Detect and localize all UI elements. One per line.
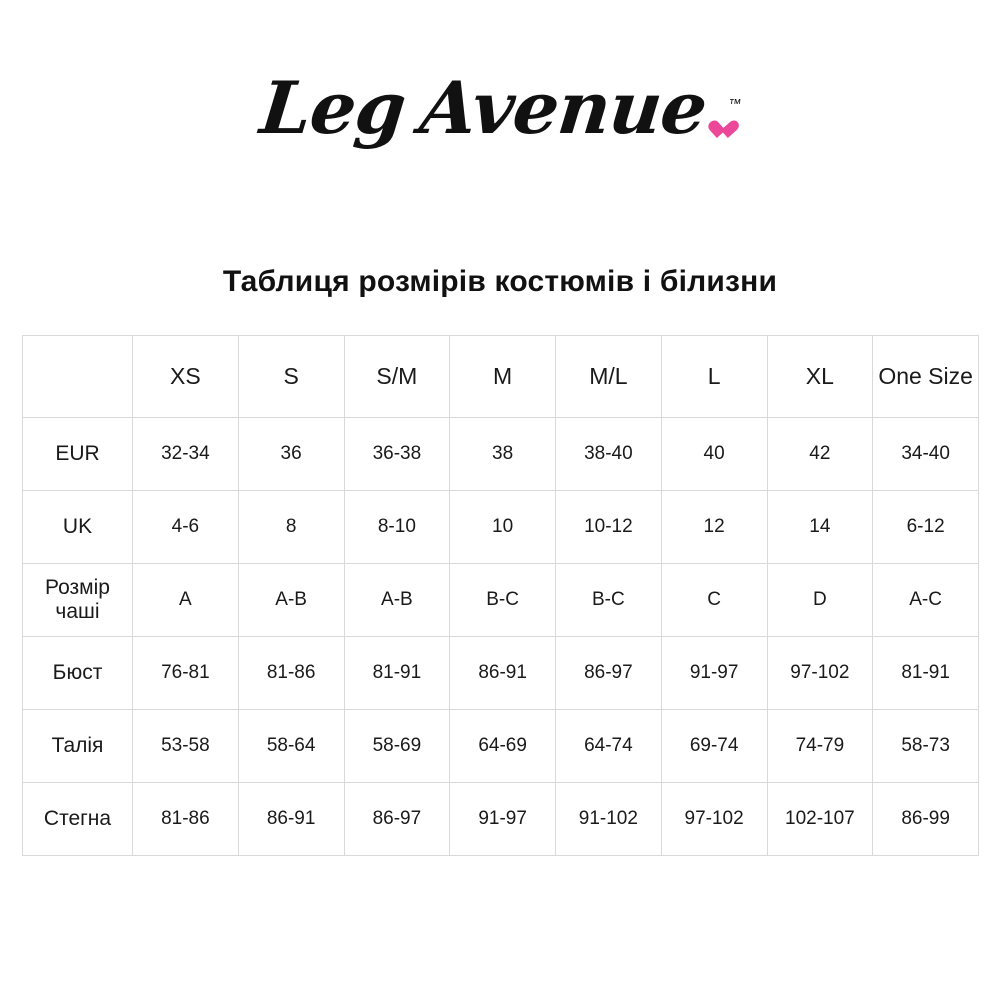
size-table-body xyxy=(23,418,979,856)
table-row xyxy=(23,710,979,783)
column-header-xl: XL xyxy=(767,336,873,418)
cell-cup-l: C xyxy=(661,564,767,637)
cell-waist-xl: 74-79 xyxy=(767,710,873,783)
cell-waist-l: 69-74 xyxy=(661,710,767,783)
cell-cup-s: A-B xyxy=(238,564,344,637)
cell-uk-ml: 10-12 xyxy=(556,491,662,564)
brand-logo xyxy=(0,65,1000,182)
cell-cup-m: B-C xyxy=(450,564,556,637)
cell-hips-one-size: 86-99 xyxy=(873,783,979,856)
table-row xyxy=(23,418,979,491)
cell-waist-one-size: 58-73 xyxy=(873,710,979,783)
cell-bust-l: 91-97 xyxy=(661,637,767,710)
cell-eur-one-size: 34-40 xyxy=(873,418,979,491)
cell-hips-sm: 86-97 xyxy=(344,783,450,856)
cell-waist-sm: 58-69 xyxy=(344,710,450,783)
cell-waist-m: 64-69 xyxy=(450,710,556,783)
cell-cup-xs: A xyxy=(133,564,239,637)
row-label-hips: Стегна xyxy=(23,783,133,856)
cell-waist-xs: 53-58 xyxy=(133,710,239,783)
cell-eur-ml: 38-40 xyxy=(556,418,662,491)
cell-hips-s: 86-91 xyxy=(238,783,344,856)
page-title: Таблиця розмірів костюмів і білизни xyxy=(222,265,778,298)
cell-waist-s: 58-64 xyxy=(238,710,344,783)
row-label-cup-size: Розмір чаші xyxy=(23,564,133,637)
cell-cup-ml: B-C xyxy=(556,564,662,637)
size-table xyxy=(22,335,979,856)
cell-cup-xl: D xyxy=(767,564,873,637)
cell-bust-xl: 97-102 xyxy=(767,637,873,710)
size-table-head xyxy=(23,336,979,418)
row-label-bust: Бюст xyxy=(23,637,133,710)
cell-hips-m: 91-97 xyxy=(450,783,556,856)
cell-hips-ml: 91-102 xyxy=(556,783,662,856)
cell-uk-xs: 4-6 xyxy=(133,491,239,564)
column-header-sm: S/M xyxy=(344,336,450,418)
brand-logo-text xyxy=(256,65,743,150)
table-row xyxy=(23,564,979,637)
cell-eur-m: 38 xyxy=(450,418,556,491)
cell-bust-s: 81-86 xyxy=(238,637,344,710)
cell-uk-s: 8 xyxy=(238,491,344,564)
cell-bust-ml: 86-97 xyxy=(556,637,662,710)
cell-eur-xl: 42 xyxy=(767,418,873,491)
row-label-uk: UK xyxy=(23,491,133,564)
cell-hips-xl: 102-107 xyxy=(767,783,873,856)
cell-waist-ml: 64-74 xyxy=(556,710,662,783)
table-row xyxy=(23,783,979,856)
cell-eur-xs: 32-34 xyxy=(133,418,239,491)
row-label-waist: Талія xyxy=(23,710,133,783)
cell-eur-l: 40 xyxy=(661,418,767,491)
cell-uk-sm: 8-10 xyxy=(344,491,450,564)
cell-bust-one-size: 81-91 xyxy=(873,637,979,710)
cell-bust-m: 86-91 xyxy=(450,637,556,710)
cell-uk-m: 10 xyxy=(450,491,556,564)
cell-uk-l: 12 xyxy=(661,491,767,564)
column-header-ml: M/L xyxy=(556,336,662,418)
trademark-symbol: ™ xyxy=(727,96,741,111)
cell-bust-sm: 81-91 xyxy=(344,637,450,710)
column-header-l: L xyxy=(661,336,767,418)
cell-bust-xs: 76-81 xyxy=(133,637,239,710)
cell-cup-sm: A-B xyxy=(344,564,450,637)
table-row xyxy=(23,491,979,564)
column-header-s: S xyxy=(238,336,344,418)
table-corner-cell xyxy=(23,336,133,418)
column-header-xs: XS xyxy=(133,336,239,418)
size-table-container xyxy=(22,335,978,856)
cell-cup-one-size: A-C xyxy=(873,564,979,637)
row-label-eur: EUR xyxy=(23,418,133,491)
cell-uk-one-size: 6-12 xyxy=(873,491,979,564)
table-row xyxy=(23,637,979,710)
cell-hips-xs: 81-86 xyxy=(133,783,239,856)
column-header-m: M xyxy=(450,336,556,418)
cell-hips-l: 97-102 xyxy=(661,783,767,856)
table-header-row xyxy=(23,336,979,418)
column-header-one-size: One Size xyxy=(873,336,979,418)
cell-uk-xl: 14 xyxy=(767,491,873,564)
brand-logo-word-leg: Leg xyxy=(256,65,409,150)
heart-icon xyxy=(706,121,728,139)
cell-eur-sm: 36-38 xyxy=(344,418,450,491)
cell-eur-s: 36 xyxy=(238,418,344,491)
brand-logo-word-avenue: Avenue xyxy=(415,65,710,150)
